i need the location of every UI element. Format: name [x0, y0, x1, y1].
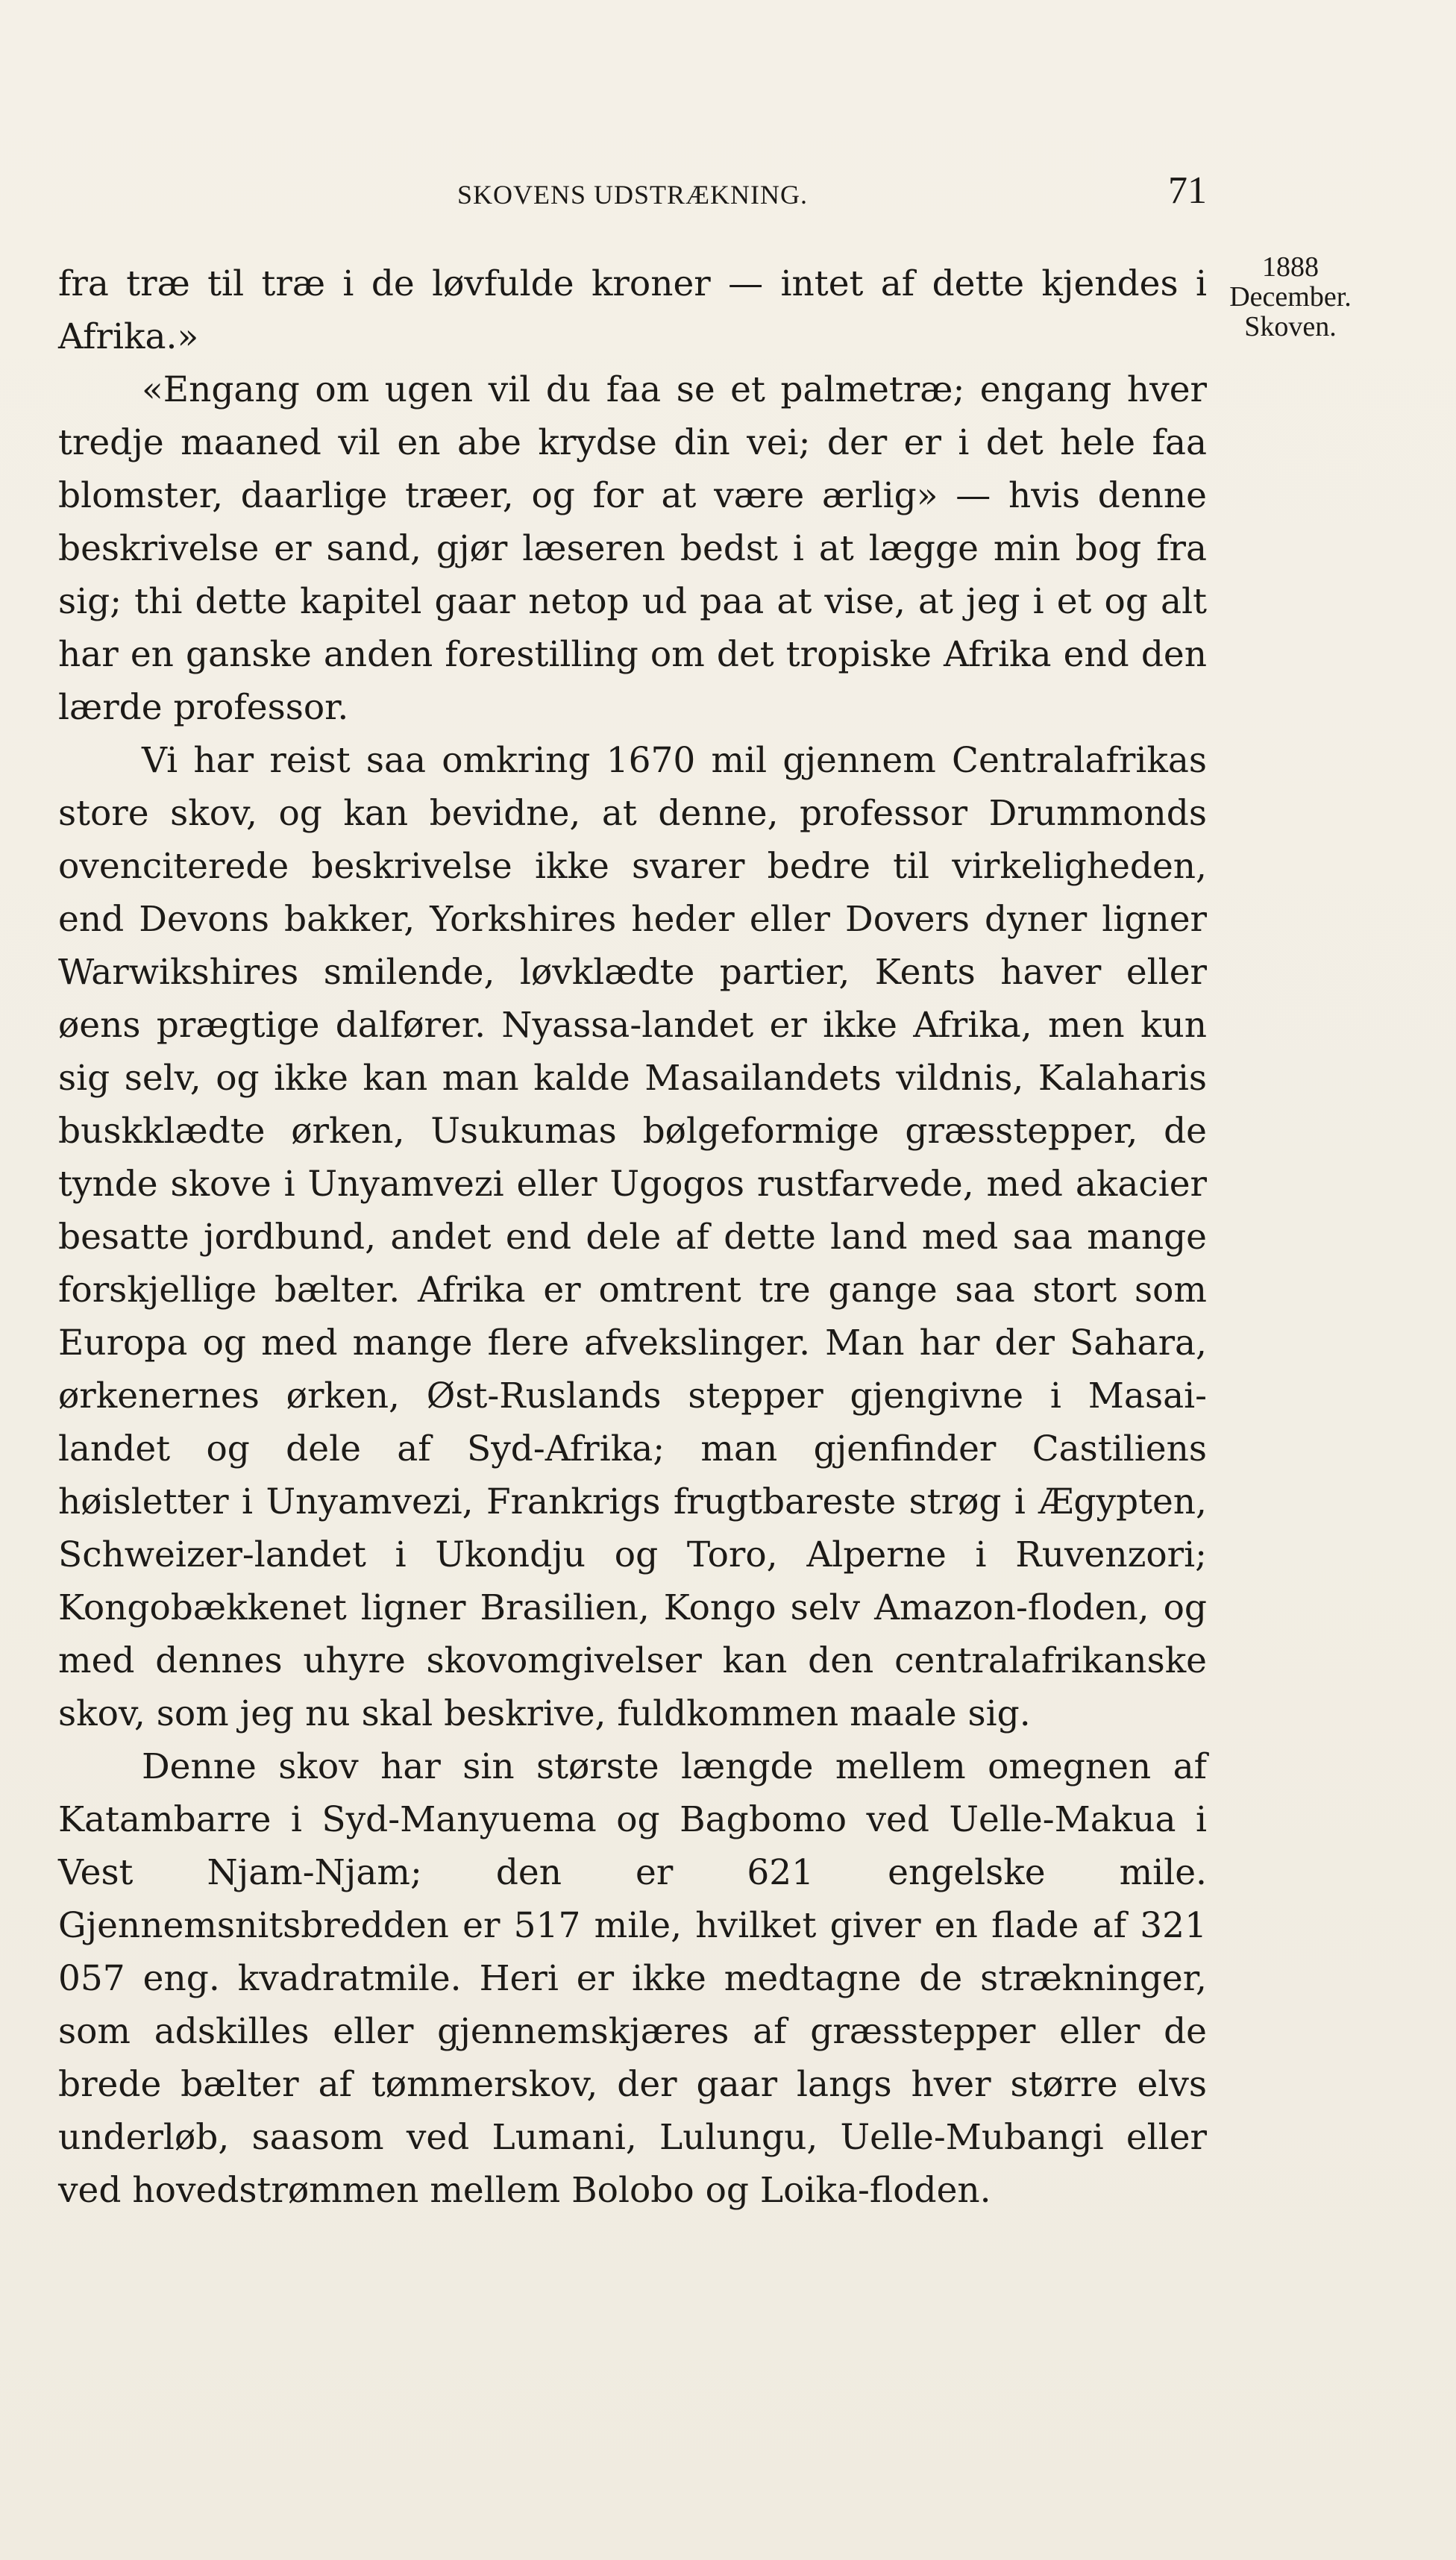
- margin-note: [1216, 252, 1365, 342]
- page-number: 71: [1168, 169, 1207, 212]
- paragraph: Denne skov har sin største længde mellem omegnen af Katambarre i Syd-Manyuema og Bagbomo ved Uelle-Makua i Vest Njam-Njam; den er 621 engelske mile. Gjennemsnitsbredden er 517 mile, hvilket giver en flade af 321 057 eng. kvadratmile. Heri er ikke medtagne de strækninger, som adskilles eller gjennemskjæres af græsstepper eller de brede bælter af tømmerskov, der gaar langs hver større elvs underløb, saasom ved Lumani, Lulungu, Uelle-Mubangi eller ved hovedstrømmen mellem Bolobo og Loika-floden.: [58, 1746, 1207, 2211]
- body-text: [58, 257, 1207, 2217]
- margin-note-month: December.: [1229, 281, 1352, 313]
- paragraph: «Engang om ugen vil du faa se et palmetræ; engang hver tredje maaned vil en abe krydse din vei; der er i det hele faa blomster, daarlige træer, og for at være ærlig» — hvis denne beskrivelse er sand, gjør læseren bedst i at lægge min bog fra sig; thi dette kapitel gaar netop ud paa at vise, at jeg i et og alt har en ganske anden forestilling om det tropiske Afrika end den lærde professor.: [58, 369, 1207, 728]
- paragraph: Vi har reist saa omkring 1670 mil gjennem Centralafrikas store skov, og kan bevidne, at denne, professor Drummonds ovenciterede beskrivelse ikke svarer bedre til virkeligheden, end Devons bakker, Yorkshires heder eller Dovers dyner ligner Warwikshires smilende, løvklædte partier, Kents haver eller øens prægtige dalfører. Nyassa-landet er ikke Afrika, men kun sig selv, og ikke kan man kalde Masailandets vildnis, Kalaharis buskklædte ørken, Usukumas bølgeformige græsstepper, de tynde skove i Unyamvezi eller Ugogos rustfarvede, med akacier besatte jordbund, andet end dele af dette land med saa mange forskjellige bælter. Afrika er omtrent tre gange saa stort som Europa og med mange flere afvekslinger. Man har der Sahara, ørkenernes ørken, Øst-Ruslands stepper gjengivne i Masai-landet og dele af Syd-Afrika; man gjenfinder Castiliens høisletter i Unyamvezi, Frankrigs frugtbareste strøg i Ægypten, Schweizer-landet i Ukondju og Toro, Alperne i Ruvenzori; Kongobækkenet ligner Brasilien, Kongo selv Amazon-floden, og med dennes uhyre skovomgivelser kan den centralafrikanske skov, som jeg nu skal beskrive, fuldkommen maale sig.: [58, 740, 1207, 1734]
- running-title: SKOVENS UDSTRÆKNING.: [456, 180, 809, 210]
- paragraph-continuation: fra træ til træ i de løvfulde kroner — intet af dette kjendes i Afrika.»: [58, 263, 1207, 357]
- running-header: [58, 164, 1207, 216]
- margin-note-topic: Skoven.: [1244, 311, 1337, 342]
- margin-note-year: 1888: [1262, 251, 1319, 283]
